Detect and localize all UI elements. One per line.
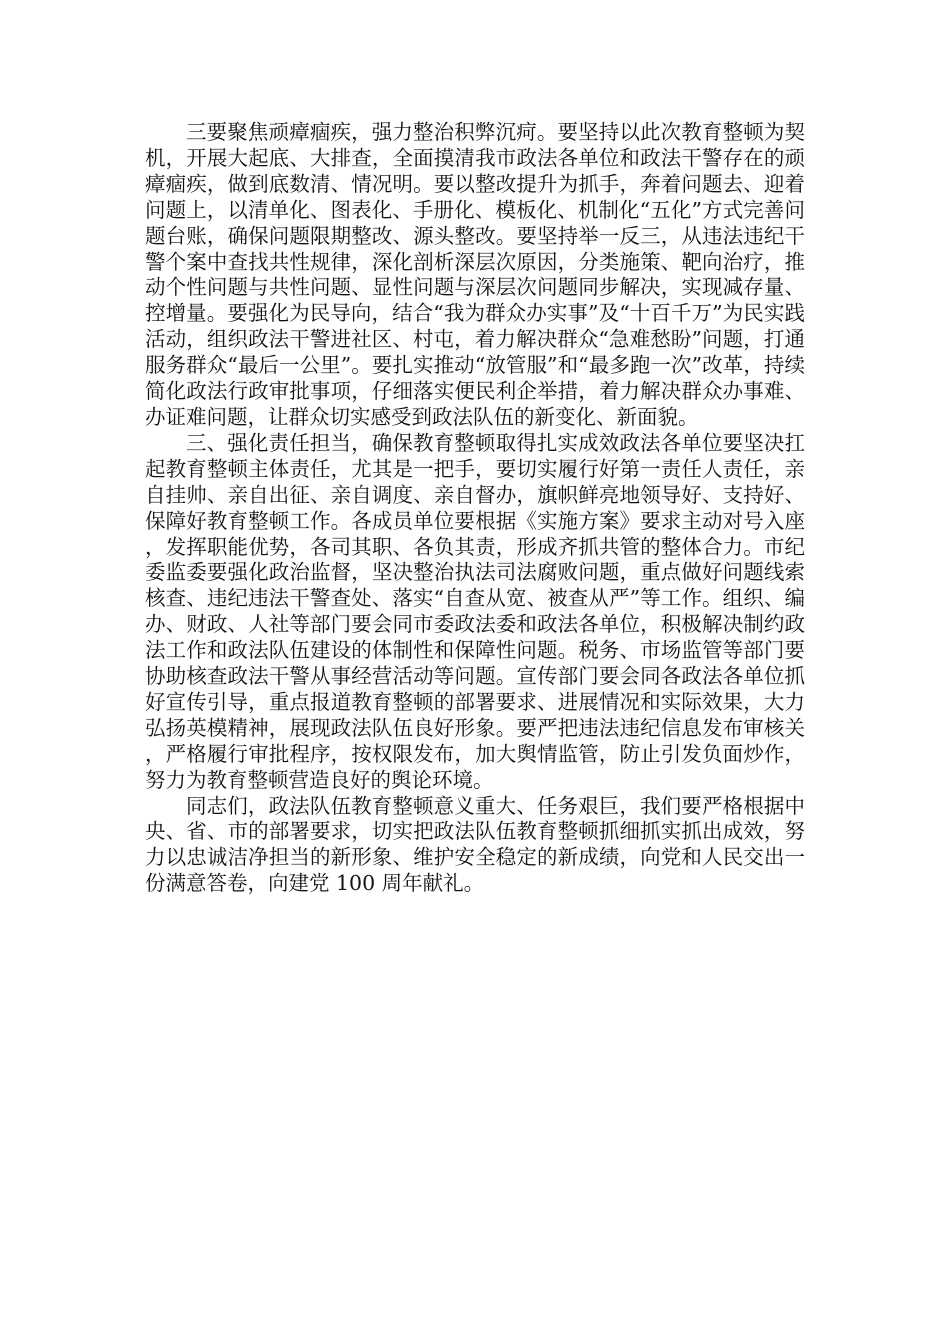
paragraph-closing-remarks: 同志们，政法队伍教育整顿意义重大、任务艰巨，我们要严格根据中央、省、市的部署要求，切实把政法队伍教育整顿抓细抓实抓出成效，努力以忠诚洁净担当的新形象、维护安全稳定的新成绩，向党和人民交出一份满意答卷，向建党 100 周年献礼。: [145, 793, 805, 896]
document-body: [145, 120, 805, 897]
paragraph-focus-persistent-problems: 三要聚焦顽瘴痼疾，强力整治积弊沉疴。要坚持以此次教育整顿为契机，开展大起底、大排查，全面摸清我市政法各单位和政法干警存在的顽瘴痼疾，做到底数清、情况明。要以整改提升为抓手，奔着问题去、迎着问题上，以清单化、图表化、手册化、模板化、机制化“五化”方式完善问题台账，确保问题限期整改、源头整改。要坚持举一反三，从违法违纪干警个案中查找共性规律，深化剖析深层次原因，分类施策、靶向治疗，推动个性问题与共性问题、显性问题与深层次问题同步解决，实现减存量、控增量。要强化为民导向，结合“我为群众办实事”及“十百千万”为民实践活动，组织政法干警进社区、村屯，着力解决群众“急难愁盼”问题，打通服务群众“最后一公里”。要扎实推动“放管服”和“最多跑一次”改革，持续简化政法行政审批事项，仔细落实便民利企举措，着力解决群众办事难、办证难问题，让群众切实感受到政法队伍的新变化、新面貌。: [145, 120, 805, 429]
paragraph-strengthen-responsibility: 三、强化责任担当，确保教育整顿取得扎实成效政法各单位要坚决扛起教育整顿主体责任，尤其是一把手，要切实履行好第一责任人责任，亲自挂帅、亲自出征、亲自调度、亲自督办，旗帜鲜亮地领导好、支持好、保障好教育整顿工作。各成员单位要根据《实施方案》要求主动对号入座，发挥职能优势，各司其职、各负其责，形成齐抓共管的整体合力。市纪委监委要强化政治监督，坚决整治执法司法腐败问题，重点做好问题线索核查、违纪违法干警查处、落实“自查从宽、被查从严”等工作。组织、编办、财政、人社等部门要会同市委政法委和政法各单位，积极解决制约政法工作和政法队伍建设的体制性和保障性问题。税务、市场监管等部门要协助核查政法干警从事经营活动等问题。宣传部门要会同各政法各单位抓好宣传引导，重点报道教育整顿的部署要求、进展情况和实际效果，大力弘扬英模精神，展现政法队伍良好形象。要严把违法违纪信息发布审核关，严格履行审批程序，按权限发布，加大舆情监管，防止引发负面炒作，努力为教育整顿营造良好的舆论环境。: [145, 430, 805, 792]
